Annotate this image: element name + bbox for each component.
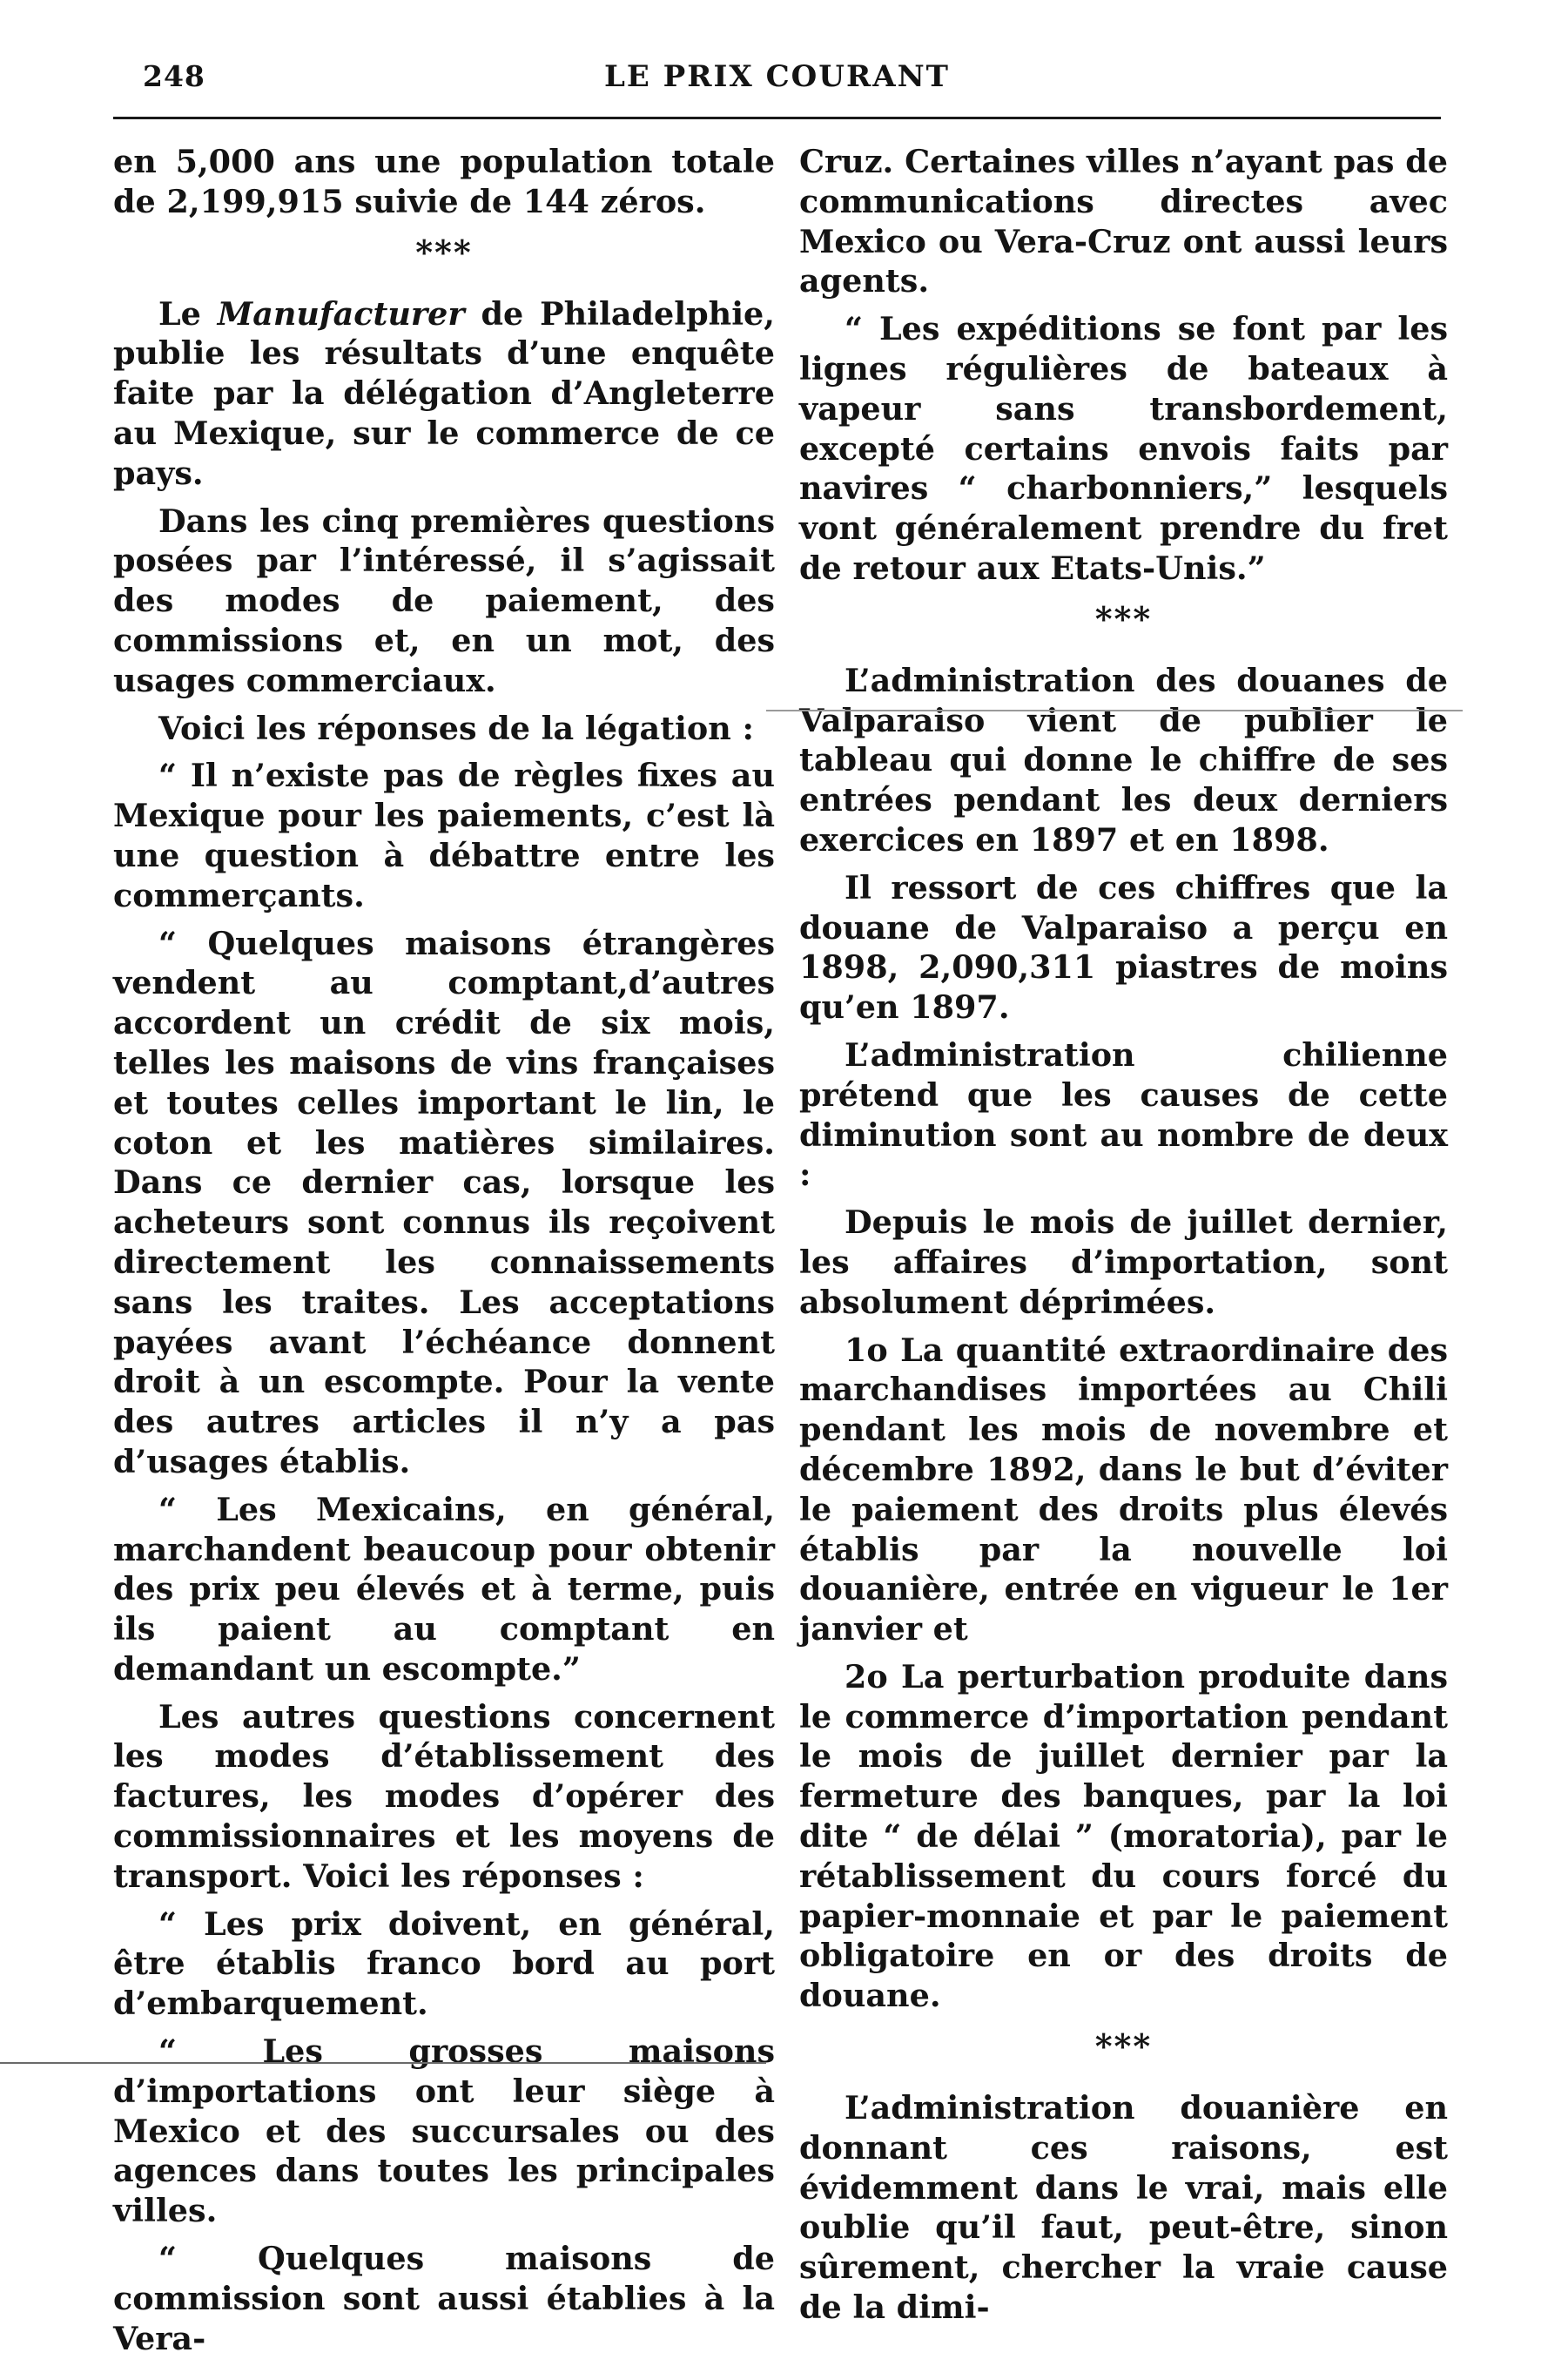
paragraph: “ Il n’existe pas de règles fixes au Mexique pour les paiements, c’est là une question à débattre entre les commerçants.: [113, 757, 775, 914]
paragraph: “ Quelques maisons de commission sont aussi établies à la Vera-: [113, 2240, 775, 2357]
paragraph: “ Les grosses maisons d’importations ont leur siège à Mexico et des succursales ou des agences dans toutes les principales villes.: [113, 2032, 775, 2230]
paragraph: “ Les prix doivent, en général, être établis franco bord au port d’embarquement.: [113, 1904, 775, 2023]
paragraph: Les autres questions concernent les modes d’établissement des factures, les modes d’opérer des commissionnaires et les moyens de transport. Voici les réponses :: [113, 1697, 775, 1895]
paragraph: L’administration des douanes de Valparaiso vient de publier le tableau qui donne le chiffre de ses entrées pendant les deux derniers exercices en 1897 et en 1898.: [799, 661, 1448, 859]
paragraph: “ Les expéditions se font par les lignes régulières de bateaux à vapeur sans transbordement, excepté certains envois faits par navires “ charbonniers,” lesquels vont généralement prendre du fret de retour aux Etats-Unis.”: [799, 310, 1448, 587]
section-separator: ***: [1094, 598, 1153, 638]
paragraph: L’administration chilienne prétend que les causes de cette diminution sont au nombre de deux :: [799, 1035, 1448, 1194]
page-header: [113, 59, 1441, 101]
paragraph: “ Quelques maisons étrangères vendent au comptant,d’autres accordent un crédit de six mois, telles les maisons de vins françaises et toutes celles important le lin, le coton et les matières similaires. Dans ce dernier cas, lorsque les acheteurs sont connus ils reçoivent directement les connaissements sans les traites. Les acceptations payées avant l’échéance donnent droit à un escompte. Pour la vente des autres articles il n’y a pas d’usages établis.: [113, 924, 775, 1480]
paragraph: 1o La quantité extraordinaire des marchandises importées au Chili pendant les mois de novembre et décembre 1892, dans le but d’éviter le paiement des droits plus élevés établis par la nouvelle loi douanière, entrée en vigueur le 1er janvier et: [799, 1331, 1448, 1648]
paragraph: Cruz. Certaines villes n’ayant pas de communications directes avec Mexico ou Vera-Cruz ont aussi leurs agents.: [799, 143, 1448, 300]
page-number: 248: [143, 59, 205, 93]
publication-title: Manufacturer: [217, 294, 465, 333]
paragraph-text: Le: [158, 294, 218, 333]
paragraph: L’administration douanière en donnant ces raisons, est évidemment dans le vrai, mais elle oublie qu’il faut, peut-être, sinon sûrement, chercher la vraie cause de la dimi-: [799, 2089, 1448, 2327]
scan-artifact-line: [766, 710, 1463, 711]
paragraph: 2o La perturbation produite dans le commerce d’importation pendant le mois de juillet dernier par la fermeture des banques, par la loi dite “ de délai ” (moratoria), par le rétablissement du cours forcé du papier-monnaie et par le paiement obligatoire en or des droits de douane.: [799, 1657, 1448, 2015]
paragraph: Depuis le mois de juillet dernier, les affaires d’importation, sont absolument déprimées.: [799, 1203, 1448, 1321]
paragraph: [113, 294, 775, 494]
scan-artifact-line: [0, 2062, 766, 2064]
running-title: LE PRIX COURANT: [604, 59, 950, 94]
paragraph: “ Les Mexicains, en général, marchandent beaucoup pour obtenir des prix peu élevés et à terme, puis ils paient au comptant en demandant un escompte.”: [113, 1490, 775, 1688]
header-rule: [113, 117, 1441, 119]
section-separator: ***: [1094, 2026, 1153, 2066]
right-column: [799, 142, 1448, 2336]
paragraph: Dans les cinq premières questions posées par l’intéressé, il s’agissait des modes de paiement, des commissions et, en un mot, des usages commerciaux.: [113, 502, 775, 699]
section-separator: ***: [415, 232, 473, 272]
left-column: [113, 142, 775, 2366]
paragraph: Voici les réponses de la légation :: [158, 709, 754, 747]
paragraph: en 5,000 ans une population totale de 2,199,915 suivie de 144 zéros.: [113, 143, 775, 220]
paragraph: Il ressort de ces chiffres que la douane de Valparaiso a perçu en 1898, 2,090,311 piastres de moins qu’en 1897.: [799, 868, 1448, 1027]
paragraph-text: de Philadelphie, publie les résultats d’une enquête faite par la délégation d’Angleterre au Mexique, sur le commerce de ce pays.: [113, 294, 775, 492]
